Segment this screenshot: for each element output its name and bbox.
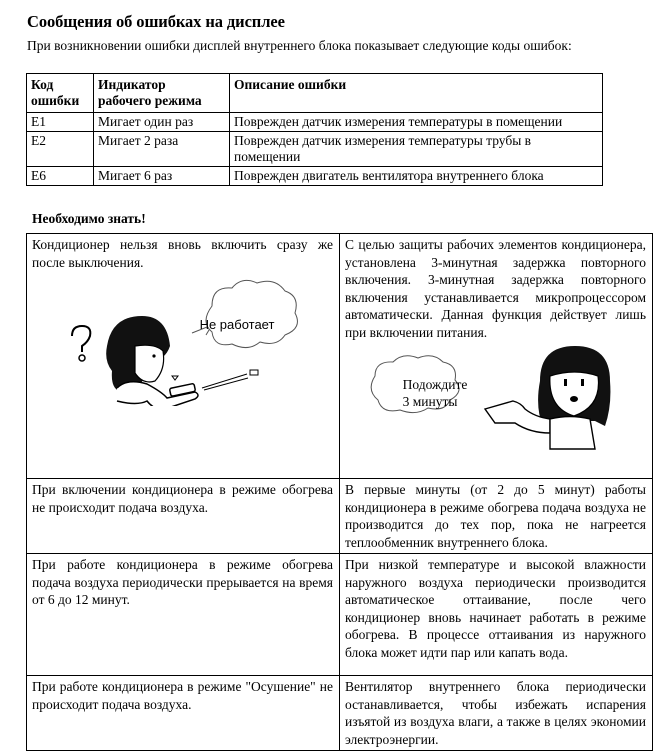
illustration-helper [345, 341, 646, 451]
note-row [27, 554, 653, 676]
cell-code: E1 [27, 113, 94, 132]
cell-indicator: Мигает один раз [94, 113, 230, 132]
header-code: Код ошибки [27, 74, 94, 113]
header-indicator: Индикатор рабочего режима [94, 74, 230, 113]
note-explanation [340, 234, 653, 479]
note-explanation: В первые минуты (от 2 до 5 минут) работы кондиционера в режиме обогрева подача воздуха не производится до тех пор, пока не нагреется теплообменник внутреннего блока. [340, 479, 653, 554]
note-problem: При работе кондиционера в режиме обогрева подача воздуха периодически прерывается на время от 6 до 12 минут. [27, 554, 340, 676]
note-problem: При работе кондиционера в режиме "Осушение" не происходит подача воздуха. [27, 676, 340, 751]
note-row [27, 234, 653, 479]
cell-description: Поврежден датчик измерения температуры в помещении [230, 113, 603, 132]
header-description: Описание ошибки [230, 74, 603, 113]
error-codes-table [26, 73, 603, 186]
illustration-confused-user [32, 271, 333, 471]
note-problem: При включении кондиционера в режиме обогрева не происходит подача воздуха. [27, 479, 340, 554]
note-explanation: При низкой температуре и высокой влажности наружного воздуха периодически производится автоматическое оттаивание, после чего кондиционер вновь начинает работать в режиме обогрева. В процессе оттаивания из наружного блока может идти пар или капать вода. [340, 554, 653, 676]
table-header-row [27, 74, 603, 113]
confused-user-icon [32, 276, 332, 406]
note-explanation: Вентилятор внутреннего блока периодически останавливается, чтобы избежать испарения изъятой из воздуха влаги, а также в целях экономии электроэнергии. [340, 676, 653, 751]
note-problem [27, 234, 340, 479]
table-row [27, 167, 603, 186]
cell-description: Поврежден датчик измерения температуры трубы в помещении [230, 132, 603, 167]
cell-indicator: Мигает 6 раз [94, 167, 230, 186]
cell-description: Поврежден двигатель вентилятора внутреннего блока [230, 167, 603, 186]
explanation-text: С целью защиты рабочих элементов кондиционера, установлена 3-минутная задержка повторного включения. 3-минутная задержка повторного включения устанавливается микропроцессором автоматически. Данная функция действует лишь при включении питания. [345, 237, 646, 340]
cell-code: E6 [27, 167, 94, 186]
cell-indicator: Мигает 2 раза [94, 132, 230, 167]
cell-code: E2 [27, 132, 94, 167]
problem-text: Кондиционер нельзя вновь включить сразу же после выключения. [32, 237, 333, 270]
speech-bubble-wait: Подождите 3 минуты [402, 377, 468, 409]
note-row [27, 676, 653, 751]
speech-bubble-not-working: Не работает [199, 316, 275, 332]
intro-text: При возникновении ошибки дисплей внутреннего блока показывает следующие коды ошибок: [27, 38, 572, 53]
notes-table [26, 233, 653, 751]
note-row [27, 479, 653, 554]
page-title: Сообщения об ошибках на дисплее [27, 12, 285, 31]
notes-heading: Необходимо знать! [32, 211, 146, 226]
table-row [27, 132, 603, 167]
table-row [27, 113, 603, 132]
